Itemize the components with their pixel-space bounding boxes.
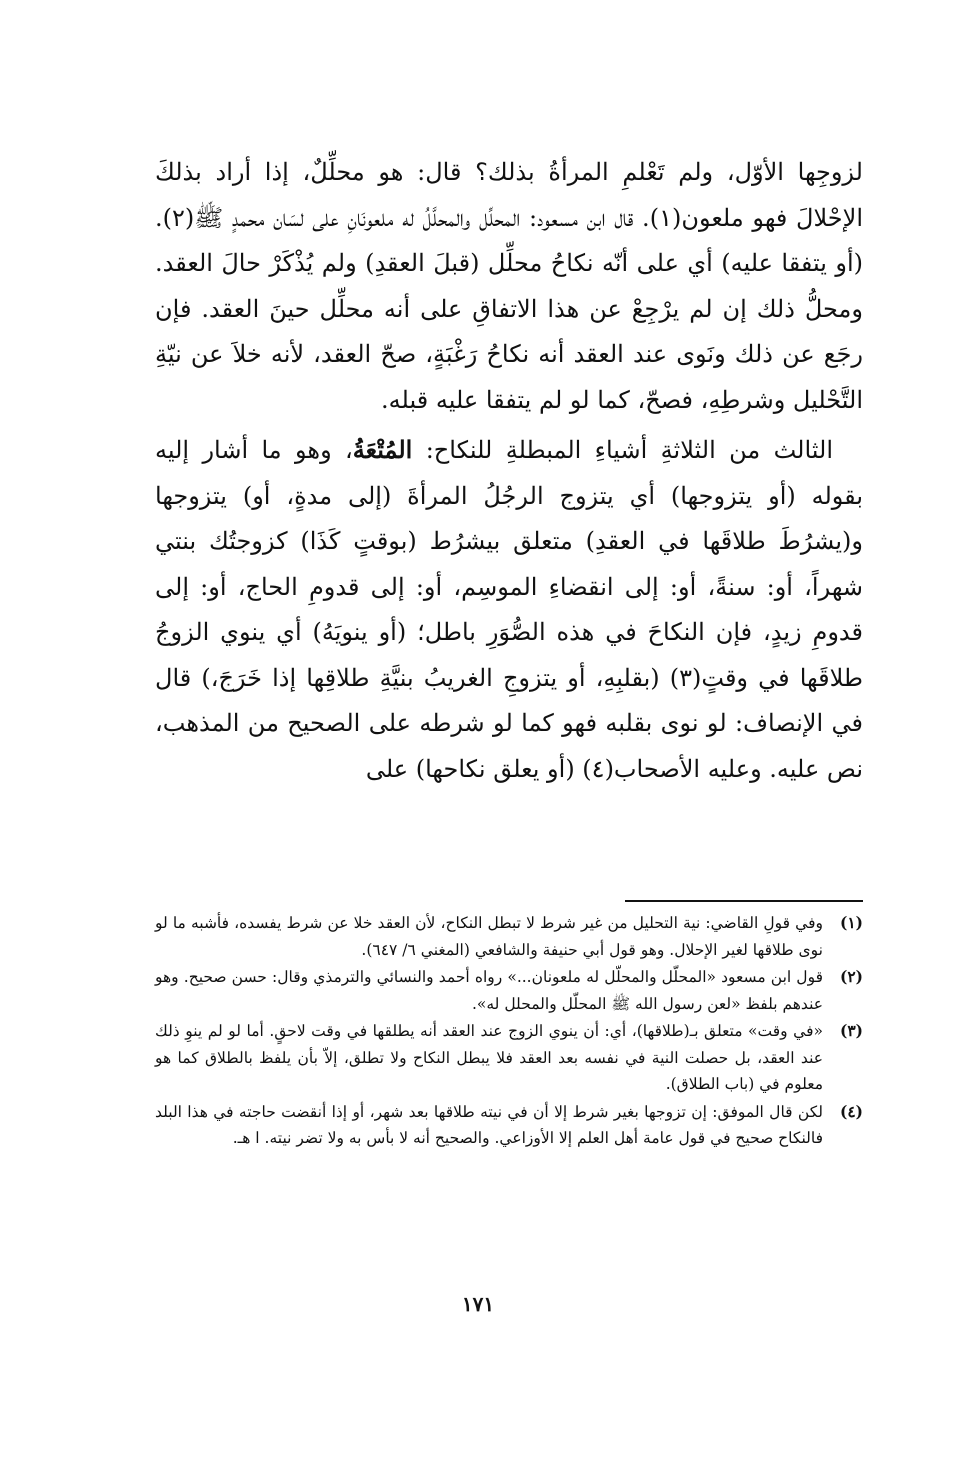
footnote-2 [155,964,863,1017]
footnote-separator [625,900,863,902]
footnote-1 [155,910,863,963]
paragraph-2-start: الثالث من الثلاثةِ أشياءِ المبطلةِ للنكاح: [412,436,833,464]
footnote-3 [155,1018,863,1098]
paragraph-1: لزوجِها الأوّل، ولم تَعْلمِ المرأةُ بذلك؟ قال: هو محلِّلٌ، إذا أراد بذلكَ الإحْلالَ فهو ملعون(١). قال ابن مسعود: المحلِّل والمحلَّلُ له ملعونَانِ على لسَان محمدٍ ﷺ(٢). (أو يتفقا عليه) أي على أنّه نكاحُ محلِّل (قبلَ العقدِ) ولم يُذْكَرْ حالَ العقد. ومحلُّ ذلك إن لم يرْجِعْ عن هذا الاتفاقِ على أنه محلِّل حينَ العقد. فإن رجَع عن ذلك ونَوى عند العقد أنه نكاحُ رَغْبَةٍ، صحّ العقد، لأنه خلاَ عن نيّةِ التَّحْليل وشرطِهِ، فصحّ، كما لو لم يتفقا عليه قبله. [155,158,863,414]
page-number: ١٧١ [461,1292,495,1316]
footnote-number: (٣) [839,1021,863,1040]
paragraph-2-rest: ، وهو ما أشار إليه بقوله (أو يتزوجها) أي يتزوج الرجُلُ المرأةَ (إلى مدةٍ، أو) يتزوجها و(يشرُطَ طلاقَها في العقدِ) متعلق بيشرُط (بوقتٍ كَذَا) كزوجتُك بنتي شهراً، أو: سنةً، أو: إلى انقضاءِ الموسِم، أو: إلى قدومِ الحاج، أو: إلى قدومِ زيدٍ، فإن النكاحَ في هذه الصُّوَرِ باطل؛ (أو ينويَهُ) أي ينوي الزوجُ طلاقَها في وقتٍ(٣) (بقلبِهِ، أو يتزوجِ الغريبُ بنيَّةِ طلاقِها إذا خَرَجَ،) قال في الإنصاف: لو نوى بقلبه فهو كما لو شرطه على الصحيح من المذهب، نص عليه. وعليه الأصحاب(٤) (أو يعلق نكاحها) على [155,436,863,783]
footnote-text: وفي قولِ القاضي: نية التحليل من غير شرط لا تبطل النكاح، لأن العقد خلا عن شرط يفسده، فأشبه ما لو نوى طلاقها لغير الإحلال. وهو قول أبي حنيفة والشافعي (المغني ٦/ ٦٤٧). [155,914,823,959]
paragraph-2 [155,427,863,792]
footnotes [155,910,863,1153]
footnote-number: (٢) [839,967,863,986]
mutah-term: المُتْعَةُ [352,435,413,464]
main-text [155,150,863,792]
footnote-4 [155,1099,863,1152]
footnote-text: لكن قال الموفق: إن تزوجها بغير شرط إلا أن في نيته طلاقها بعد شهر، أو إذا أنقضت حاجته في هذا البلد فالنكاح صحيح في قول عامة أهل العلم إلا الأوزاعي. والصحيح أنه لا بأس به ولا تضر نيته. ا هـ. [155,1102,823,1147]
footnote-text: قول ابن مسعود «المحلّل والمحلّل له ملعونان...» رواه أحمد والنسائي والترمذي وقال: حسن صحيح. وهو عندهم بلفظ «لعن رسول الله ﷺ المحلّل والمحلل له». [155,968,823,1013]
footnote-number: (٤) [839,1101,863,1121]
footnote-number: (١) [839,913,863,932]
footnote-text: «في وقت» متعلق بـ(طلاقها)، أي: أن ينوي الزوج عند العقد أنه يطلقها في وقت لاحقٍ. أما لو لم ينوِ ذلك عند العقد، بل حصلت النية في نفسه بعد العقد فلا يبطل النكاح ولا تطلق، إلاّ بأن يلفظ بالطلاق كما هو معلوم في (باب الطلاق). [155,1022,823,1093]
